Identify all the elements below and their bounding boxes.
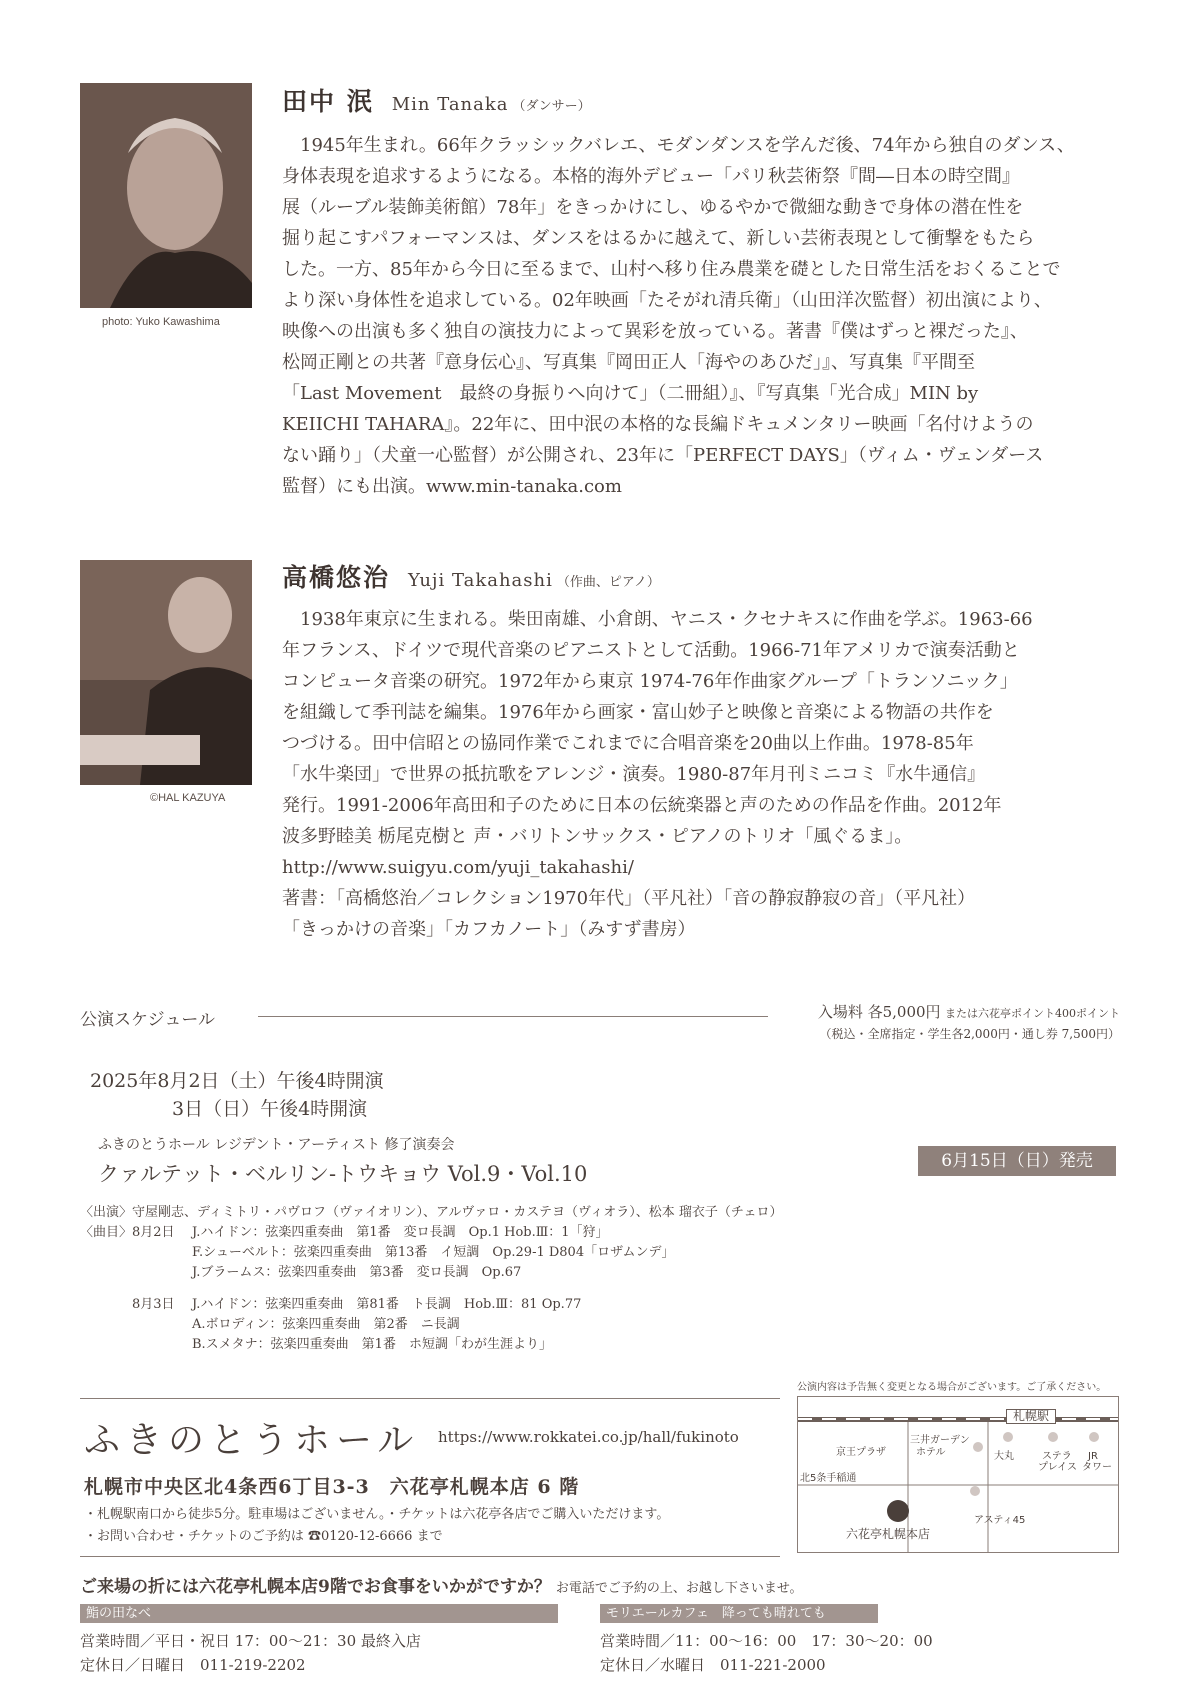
performers: 守屋剛志、ディミトリ・パヴロフ（ヴァイオリン）、アルヴァロ・カステヨ（ヴィオラ）、松本 瑠衣子（チェロ） xyxy=(132,1205,783,1220)
bio-line: 「Last Movement 最終の身振りへ向けて」（二冊組）』、『写真集「光合成」MIN by xyxy=(282,383,979,404)
min-tanaka-photo xyxy=(80,83,252,308)
venue-note: ・お問い合わせ・チケットのご予約は ☎0120-12-6666 まで xyxy=(84,1529,443,1544)
bio-line: ない踊り」（犬童一心監督）が公開され、23年に「PERFECT DAYS」（ヴィム・ヴェンダース xyxy=(282,445,1044,466)
concert-title: クァルテット・ベルリン-トウキョウ Vol.9・Vol.10 xyxy=(98,1162,588,1186)
bio-line: 「水牛楽団」で世界の抵抗歌をアレンジ・演奏。1980-87年月刊ミニコミ『水牛通信』 xyxy=(282,764,986,785)
day2-label: 8月3日 xyxy=(132,1297,175,1312)
bio-line: 掘り起こすパフォーマンスは、ダンスをはるかに越えて、新しい芸術表現として衝撃をもたら xyxy=(282,228,1035,249)
hall-logo: ふきのとうホール xyxy=(84,1420,420,1461)
program-row xyxy=(80,1223,1120,1243)
day1-label: 8月2日 xyxy=(132,1225,175,1240)
dining-subtitle: お電話でご予約の上、お越し下さいませ。 xyxy=(555,1581,803,1596)
bio-line: 発行。1991-2006年高田和子のために日本の伝統楽器と声のための作品を作曲。2012年 xyxy=(282,795,1002,816)
concert-date-2: 3日（日）午後4時開演 xyxy=(172,1098,368,1120)
performers-label: 〈出演〉 xyxy=(80,1205,133,1220)
schedule-title: 公演スケジュール xyxy=(80,1010,215,1030)
restaurant-closed: 定休日／水曜日 011-221-2000 xyxy=(600,1656,826,1674)
program-label: 〈曲目〉 xyxy=(80,1225,133,1240)
program-piece: J.ハイドン：弦楽四重奏曲 第81番 ト長調 Hob.Ⅲ：81 Op.77 xyxy=(192,1297,582,1312)
bio-line: を組織して季刊誌を編集。1976年から画家・富山妙子と映像と音楽による物語の共作を xyxy=(282,702,994,723)
map-label: 大丸 xyxy=(994,1451,1014,1462)
dining-title: ご来場の折には六花亭札幌本店9階でお食事をいかがですか？ xyxy=(80,1577,551,1597)
venue-note: ・札幌駅南口から徒歩5分。駐車場はございません。・チケットは六花亭各店でご購入いただけます。 xyxy=(84,1507,670,1522)
price-info xyxy=(700,1002,1120,1044)
artist-role: （作曲、ピアノ） xyxy=(556,575,660,590)
artist-bio xyxy=(282,604,1112,945)
price-main: 入場料 各5,000円 xyxy=(817,1003,941,1021)
map-label: 北5条手稲通 xyxy=(800,1473,857,1484)
dining-heading xyxy=(80,1572,803,1597)
photo-credit: photo: Yuko Kawashima xyxy=(102,316,220,328)
program-piece: F.シューベルト：弦楽四重奏曲 第13番 イ短調 Op.29-1 D804「ロザムンデ」 xyxy=(192,1245,675,1260)
price-points: または六花亭ポイント400ポイント xyxy=(945,1007,1120,1020)
program-row xyxy=(80,1335,1120,1355)
restaurant xyxy=(600,1602,1100,1677)
bio-line: した。一方、85年から今日に至るまで、山村へ移り住み農業を礎とした日常生活をおくることで xyxy=(282,259,1061,280)
bio-line: より深い身体性を追求している。02年映画「たそがれ清兵衛」（山田洋次監督）初出演により、 xyxy=(282,290,1052,311)
performers-row xyxy=(80,1203,1120,1223)
map-label-station: 札幌駅 xyxy=(1006,1409,1056,1424)
map-label: JR xyxy=(1088,1451,1098,1462)
restaurant-hours: 営業時間／平日・祝日 17：00〜21：30 最終入店 xyxy=(80,1632,421,1650)
hall-url[interactable]: https://www.rokkatei.co.jp/hall/fukinoto xyxy=(438,1428,739,1446)
artist-heading xyxy=(282,82,591,118)
restaurant-closed: 定休日／日曜日 011-219-2202 xyxy=(80,1656,306,1674)
program-row xyxy=(80,1315,1120,1335)
artist-name-jp: 田中 泯 xyxy=(282,87,374,116)
bio-line: 波多野睦美 栃尾克樹と 声・バリトンサックス・ピアノのトリオ「風ぐるま」。 xyxy=(282,826,913,847)
bio-line: 松岡正剛との共著『意身伝心』、写真集『岡田正人「海やのあひだ」』、写真集『平間至 xyxy=(282,352,975,373)
map-label: アスティ45 xyxy=(974,1515,1026,1526)
restaurant-name: モリエールカフェ 降っても晴れても xyxy=(600,1604,878,1623)
divider xyxy=(258,1016,768,1017)
restaurant-hours: 営業時間／11：00〜16：00 17：30〜20：00 xyxy=(600,1632,933,1650)
program-row xyxy=(80,1243,1120,1263)
bio-line: 映像への出演も多く独自の演技力によって異彩を放っている。著書『僕はずっと裸だった』、 xyxy=(282,321,1028,342)
series-title: ふきのとうホール レジデント・アーティスト 修了演奏会 xyxy=(98,1137,455,1153)
concert-date-1: 2025年8月2日（土）午後4時開演 xyxy=(90,1070,384,1092)
photo-credit: ©HAL KAZUYA xyxy=(150,792,226,804)
bio-line: 展（ルーブル装飾美術館）78年」をきっかけにし、ゆるやかで微細な動きで身体の潜在性を xyxy=(282,197,1024,218)
divider xyxy=(80,1398,780,1399)
change-notice: 公演内容は予告無く変更となる場合がございます。ご了承ください。 xyxy=(797,1382,1107,1393)
bio-line: 身体表現を追求するようになる。本格的海外デビュー「パリ秋芸術祭『間―日本の時空間』 xyxy=(282,166,1020,187)
program-piece: J.ブラームス：弦楽四重奏曲 第3番 変ロ長調 Op.67 xyxy=(192,1265,522,1280)
artist-name-jp: 高橋悠治 xyxy=(282,563,391,592)
bio-line: KEIICHI TAHARA』。22年に、田中泯の本格的な長編ドキュメンタリー映画「名付けようの xyxy=(282,414,1034,435)
program-piece: B.スメタナ：弦楽四重奏曲 第1番 ホ短調「わが生涯より」 xyxy=(192,1337,552,1352)
map-label: タワー xyxy=(1082,1462,1112,1473)
bio-line: 年フランス、ドイツで現代音楽のピアニストとして活動。1966-71年アメリカで演奏活動と xyxy=(282,640,1020,661)
map-label: ステラ xyxy=(1042,1451,1072,1462)
program-row xyxy=(80,1295,1120,1315)
bio-line: つづける。田中信昭との協同作業でこれまでに合唱音楽を20曲以上作曲。1978-85年 xyxy=(282,733,974,754)
map-label: 京王プラザ xyxy=(836,1447,886,1458)
bio-line: 「きっかけの音楽」「カフカノート」（みすず書房） xyxy=(282,919,696,940)
map-label: 六花亭札幌本店 xyxy=(846,1527,931,1541)
bio-line: 著書：「高橋悠治／コレクション1970年代」（平凡社）「音の静寂静寂の音」（平凡社） xyxy=(282,888,976,909)
program-piece: A.ボロディン：弦楽四重奏曲 第2番 ニ長調 xyxy=(192,1317,460,1332)
restaurant-name: 鮨の田なべ xyxy=(80,1604,558,1623)
artist-name-en: Min Tanaka xyxy=(391,94,509,115)
map-label: プレイス xyxy=(1038,1462,1077,1473)
artist-name-en: Yuji Takahashi xyxy=(408,570,553,591)
program-row xyxy=(80,1263,1120,1283)
bio-line: http://www.suigyu.com/yuji_takahashi/ xyxy=(282,857,634,878)
program-piece: J.ハイドン：弦楽四重奏曲 第1番 変ロ長調 Op.1 Hob.Ⅲ：1「狩」 xyxy=(192,1225,609,1240)
yuji-takahashi-photo xyxy=(80,560,252,785)
bio-line: 1938年東京に生まれる。柴田南雄、小倉朗、ヤニス・クセナキスに作曲を学ぶ。1963-66 xyxy=(300,609,1033,630)
artist-role: （ダンサー） xyxy=(512,99,591,114)
program xyxy=(80,1203,1120,1355)
access-map xyxy=(797,1396,1119,1553)
map-label: ホテル xyxy=(916,1447,946,1458)
price-sub: （税込・全席指定・学生各2,000円・通し券 7,500円） xyxy=(819,1027,1120,1041)
sale-badge: 6月15日（日）発売 xyxy=(918,1146,1116,1176)
bio-line: コンピュータ音楽の研究。1972年から東京 1974-76年作曲家グループ「トランソニック」 xyxy=(282,671,1018,692)
artist-heading xyxy=(282,558,660,594)
bio-line: 1945年生まれ。66年クラッシックバレエ、モダンダンスを学んだ後、74年から独自のダンス、 xyxy=(300,135,1075,156)
restaurant xyxy=(80,1602,560,1677)
artist-bio xyxy=(282,130,1112,502)
map-label: 三井ガーデン xyxy=(910,1435,970,1446)
venue-notes xyxy=(84,1504,669,1548)
bio-line: 監督）にも出演。www.min-tanaka.com xyxy=(282,476,622,497)
divider xyxy=(80,1556,780,1557)
rokkatei-marker xyxy=(887,1500,909,1522)
hall-address: 札幌市中央区北4条西6丁目3-3 六花亭札幌本店 6 階 xyxy=(84,1476,580,1498)
